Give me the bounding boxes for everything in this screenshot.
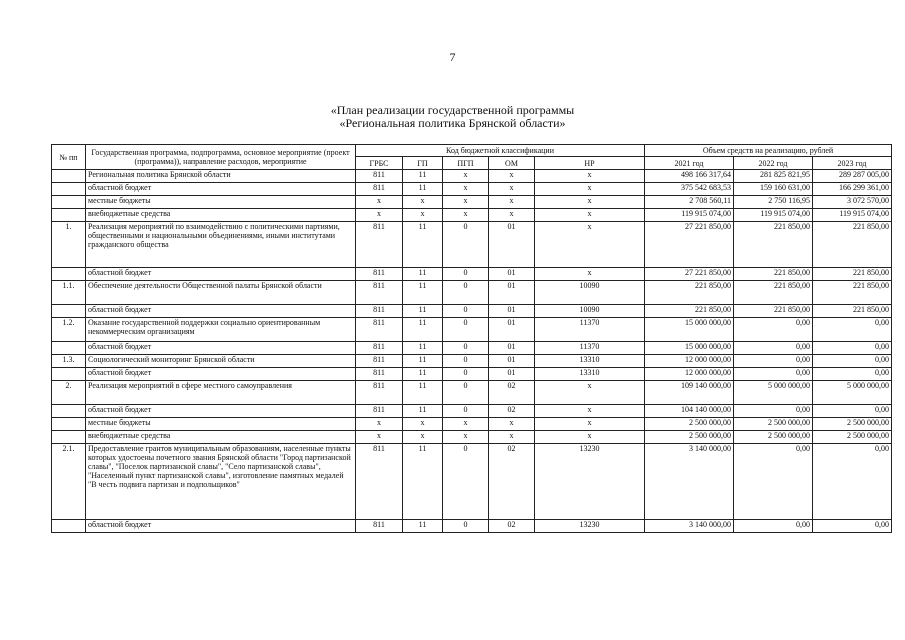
cell-grbs: 811 bbox=[356, 318, 403, 342]
cell-num bbox=[52, 342, 86, 355]
cell-pgp: 0 bbox=[443, 381, 489, 405]
cell-pgp: 0 bbox=[443, 222, 489, 268]
cell-num: 1. bbox=[52, 222, 86, 268]
cell-num bbox=[52, 209, 86, 222]
table-row bbox=[52, 368, 892, 381]
cell-grbs: 811 bbox=[356, 342, 403, 355]
cell-grbs: x bbox=[356, 209, 403, 222]
cell-grbs: 811 bbox=[356, 183, 403, 196]
cell-nr: 13230 bbox=[535, 520, 645, 533]
cell-grbs: x bbox=[356, 431, 403, 444]
cell-num: 2.1. bbox=[52, 444, 86, 520]
cell-2021: 221 850,00 bbox=[645, 305, 734, 318]
header-sum-group: Объем средств на реализацию, рублей bbox=[645, 145, 892, 157]
cell-nr: 10090 bbox=[535, 281, 645, 305]
cell-nr: x bbox=[535, 209, 645, 222]
header-code-group: Код бюджетной классификации bbox=[356, 145, 645, 157]
cell-2022: 0,00 bbox=[734, 444, 813, 520]
cell-2022: 0,00 bbox=[734, 405, 813, 418]
cell-grbs: 811 bbox=[356, 305, 403, 318]
cell-2021: 109 140 000,00 bbox=[645, 381, 734, 405]
cell-num: 1.1. bbox=[52, 281, 86, 305]
cell-om: x bbox=[489, 418, 535, 431]
cell-2021: 119 915 074,00 bbox=[645, 209, 734, 222]
cell-om: 02 bbox=[489, 444, 535, 520]
cell-num bbox=[52, 170, 86, 183]
cell-pgp: x bbox=[443, 183, 489, 196]
table-row bbox=[52, 418, 892, 431]
cell-grbs: 811 bbox=[356, 222, 403, 268]
cell-2023: 0,00 bbox=[813, 318, 892, 342]
cell-name: Реализация мероприятий по взаимодействию с политическими партиями, общественными и национальными объединениями, иными институтами гражданского общества bbox=[86, 222, 356, 268]
cell-pgp: x bbox=[443, 418, 489, 431]
cell-name: местные бюджеты bbox=[86, 196, 356, 209]
cell-name: Предоставление грантов муниципальным образованиям, населенные пункты которых удостоены почетного звания Брянской области "Город партизанской славы", "Поселок партизанской славы", "Село партизанской славы", "Населенный пункт партизанской славы", изготовление памятных медалей "В честь подвига партизан и подпольщиков" bbox=[86, 444, 356, 520]
cell-num bbox=[52, 368, 86, 381]
cell-grbs: 811 bbox=[356, 281, 403, 305]
cell-num: 2. bbox=[52, 381, 86, 405]
cell-pgp: 0 bbox=[443, 368, 489, 381]
cell-om: 02 bbox=[489, 520, 535, 533]
cell-nr: x bbox=[535, 418, 645, 431]
cell-2021: 498 166 317,64 bbox=[645, 170, 734, 183]
cell-om: x bbox=[489, 170, 535, 183]
cell-om: 01 bbox=[489, 268, 535, 281]
cell-gp: 11 bbox=[403, 281, 443, 305]
cell-nr: 13310 bbox=[535, 368, 645, 381]
cell-gp: x bbox=[403, 431, 443, 444]
cell-num bbox=[52, 268, 86, 281]
cell-gp: 11 bbox=[403, 520, 443, 533]
cell-2022: 221 850,00 bbox=[734, 222, 813, 268]
cell-2023: 0,00 bbox=[813, 405, 892, 418]
table-row bbox=[52, 183, 892, 196]
cell-gp: 11 bbox=[403, 444, 443, 520]
cell-gp: x bbox=[403, 418, 443, 431]
cell-2023: 2 500 000,00 bbox=[813, 418, 892, 431]
cell-gp: 11 bbox=[403, 355, 443, 368]
cell-name: областной бюджет bbox=[86, 405, 356, 418]
cell-nr: x bbox=[535, 268, 645, 281]
cell-nr: x bbox=[535, 196, 645, 209]
cell-num: 1.2. bbox=[52, 318, 86, 342]
cell-nr: 10090 bbox=[535, 305, 645, 318]
cell-2022: 0,00 bbox=[734, 342, 813, 355]
cell-2022: 221 850,00 bbox=[734, 281, 813, 305]
cell-2023: 221 850,00 bbox=[813, 222, 892, 268]
table-row bbox=[52, 405, 892, 418]
page-number: 7 bbox=[449, 50, 456, 64]
cell-pgp: 0 bbox=[443, 305, 489, 318]
cell-pgp: 0 bbox=[443, 444, 489, 520]
table-row bbox=[52, 222, 892, 268]
cell-om: 01 bbox=[489, 342, 535, 355]
cell-2022: 159 160 631,00 bbox=[734, 183, 813, 196]
table-row bbox=[52, 431, 892, 444]
cell-2023: 221 850,00 bbox=[813, 281, 892, 305]
cell-2022: 281 825 821,95 bbox=[734, 170, 813, 183]
plan-table-body bbox=[52, 170, 892, 533]
table-row bbox=[52, 268, 892, 281]
cell-2021: 3 140 000,00 bbox=[645, 520, 734, 533]
cell-2021: 3 140 000,00 bbox=[645, 444, 734, 520]
cell-om: x bbox=[489, 209, 535, 222]
cell-nr: x bbox=[535, 381, 645, 405]
cell-name: областной бюджет bbox=[86, 342, 356, 355]
cell-nr: 13230 bbox=[535, 444, 645, 520]
cell-om: 01 bbox=[489, 318, 535, 342]
cell-name: Социологический мониторинг Брянской области bbox=[86, 355, 356, 368]
cell-num bbox=[52, 196, 86, 209]
table-row bbox=[52, 520, 892, 533]
cell-pgp: 0 bbox=[443, 342, 489, 355]
cell-grbs: 811 bbox=[356, 268, 403, 281]
cell-grbs: x bbox=[356, 196, 403, 209]
cell-2021: 15 000 000,00 bbox=[645, 342, 734, 355]
cell-name: областной бюджет bbox=[86, 183, 356, 196]
cell-2021: 221 850,00 bbox=[645, 281, 734, 305]
cell-name: областной бюджет bbox=[86, 368, 356, 381]
table-row bbox=[52, 196, 892, 209]
cell-gp: 11 bbox=[403, 368, 443, 381]
cell-2021: 27 221 850,00 bbox=[645, 268, 734, 281]
header-grbs: ГРБС bbox=[356, 157, 403, 170]
cell-gp: x bbox=[403, 196, 443, 209]
cell-2022: 0,00 bbox=[734, 368, 813, 381]
cell-om: 01 bbox=[489, 222, 535, 268]
cell-nr: x bbox=[535, 183, 645, 196]
cell-2021: 2 500 000,00 bbox=[645, 418, 734, 431]
cell-grbs: x bbox=[356, 418, 403, 431]
table-row bbox=[52, 209, 892, 222]
cell-2023: 0,00 bbox=[813, 368, 892, 381]
cell-nr: x bbox=[535, 405, 645, 418]
cell-2022: 221 850,00 bbox=[734, 268, 813, 281]
cell-2023: 0,00 bbox=[813, 342, 892, 355]
cell-pgp: 0 bbox=[443, 520, 489, 533]
table-row bbox=[52, 355, 892, 368]
cell-om: 01 bbox=[489, 281, 535, 305]
cell-name: областной бюджет bbox=[86, 520, 356, 533]
cell-num bbox=[52, 183, 86, 196]
cell-2023: 289 287 005,00 bbox=[813, 170, 892, 183]
cell-2022: 2 500 000,00 bbox=[734, 431, 813, 444]
header-2022: 2022 год bbox=[734, 157, 813, 170]
cell-name: внебюджетные средства bbox=[86, 431, 356, 444]
cell-2021: 15 000 000,00 bbox=[645, 318, 734, 342]
cell-2022: 0,00 bbox=[734, 520, 813, 533]
cell-om: x bbox=[489, 431, 535, 444]
cell-2022: 0,00 bbox=[734, 318, 813, 342]
cell-2023: 0,00 bbox=[813, 444, 892, 520]
cell-om: 01 bbox=[489, 305, 535, 318]
cell-pgp: 0 bbox=[443, 318, 489, 342]
cell-nr: x bbox=[535, 170, 645, 183]
header-name: Государственная программа, подпрограмма, основное мероприятие (проект (программа)), направление расходов, мероприятие bbox=[86, 145, 356, 170]
cell-nr: 11370 bbox=[535, 342, 645, 355]
cell-om: x bbox=[489, 183, 535, 196]
cell-num bbox=[52, 305, 86, 318]
cell-2022: 0,00 bbox=[734, 355, 813, 368]
cell-name: Реализация мероприятий в сфере местного самоуправления bbox=[86, 381, 356, 405]
cell-2023: 3 072 570,00 bbox=[813, 196, 892, 209]
plan-table bbox=[51, 144, 892, 533]
header-gp: ГП bbox=[403, 157, 443, 170]
cell-2021: 12 000 000,00 bbox=[645, 368, 734, 381]
header-om: ОМ bbox=[489, 157, 535, 170]
header-2023: 2023 год bbox=[813, 157, 892, 170]
cell-num: 1.3. bbox=[52, 355, 86, 368]
header-num: № пп bbox=[52, 145, 86, 170]
cell-om: 02 bbox=[489, 405, 535, 418]
cell-pgp: x bbox=[443, 170, 489, 183]
title-line-1: «План реализации государственной программы bbox=[330, 103, 575, 117]
cell-2023: 5 000 000,00 bbox=[813, 381, 892, 405]
cell-name: областной бюджет bbox=[86, 305, 356, 318]
cell-grbs: 811 bbox=[356, 520, 403, 533]
cell-om: 01 bbox=[489, 368, 535, 381]
cell-pgp: 0 bbox=[443, 355, 489, 368]
cell-2021: 2 500 000,00 bbox=[645, 431, 734, 444]
cell-2023: 221 850,00 bbox=[813, 268, 892, 281]
cell-pgp: 0 bbox=[443, 405, 489, 418]
cell-pgp: x bbox=[443, 431, 489, 444]
cell-grbs: 811 bbox=[356, 381, 403, 405]
cell-nr: 13310 bbox=[535, 355, 645, 368]
cell-name: Оказание государственной поддержки социально ориентированным некоммерческим организациям bbox=[86, 318, 356, 342]
cell-gp: x bbox=[403, 209, 443, 222]
cell-2023: 166 299 361,00 bbox=[813, 183, 892, 196]
cell-nr: x bbox=[535, 431, 645, 444]
table-row bbox=[52, 342, 892, 355]
cell-num bbox=[52, 431, 86, 444]
cell-2023: 0,00 bbox=[813, 355, 892, 368]
cell-num bbox=[52, 520, 86, 533]
cell-grbs: 811 bbox=[356, 405, 403, 418]
cell-2022: 119 915 074,00 bbox=[734, 209, 813, 222]
cell-2022: 2 500 000,00 bbox=[734, 418, 813, 431]
cell-nr: x bbox=[535, 222, 645, 268]
cell-grbs: 811 bbox=[356, 444, 403, 520]
table-row bbox=[52, 281, 892, 305]
cell-pgp: x bbox=[443, 196, 489, 209]
cell-2021: 27 221 850,00 bbox=[645, 222, 734, 268]
document-title bbox=[0, 104, 905, 130]
cell-2023: 0,00 bbox=[813, 520, 892, 533]
cell-gp: 11 bbox=[403, 342, 443, 355]
cell-2021: 104 140 000,00 bbox=[645, 405, 734, 418]
cell-name: областной бюджет bbox=[86, 268, 356, 281]
cell-om: x bbox=[489, 196, 535, 209]
cell-2022: 5 000 000,00 bbox=[734, 381, 813, 405]
cell-grbs: 811 bbox=[356, 368, 403, 381]
cell-pgp: 0 bbox=[443, 281, 489, 305]
cell-2023: 2 500 000,00 bbox=[813, 431, 892, 444]
cell-name: Региональная политика Брянской области bbox=[86, 170, 356, 183]
cell-nr: 11370 bbox=[535, 318, 645, 342]
table-row bbox=[52, 305, 892, 318]
title-line-2: «Региональная политика Брянской области» bbox=[339, 116, 566, 130]
cell-2021: 2 708 560,11 bbox=[645, 196, 734, 209]
cell-2021: 375 542 683,53 bbox=[645, 183, 734, 196]
header-2021: 2021 год bbox=[645, 157, 734, 170]
cell-2023: 119 915 074,00 bbox=[813, 209, 892, 222]
cell-pgp: 0 bbox=[443, 268, 489, 281]
cell-name: внебюджетные средства bbox=[86, 209, 356, 222]
cell-name: Обеспечение деятельности Общественной палаты Брянской области bbox=[86, 281, 356, 305]
cell-2022: 2 750 116,95 bbox=[734, 196, 813, 209]
cell-om: 01 bbox=[489, 355, 535, 368]
header-nr: НР bbox=[535, 157, 645, 170]
cell-gp: 11 bbox=[403, 268, 443, 281]
cell-gp: 11 bbox=[403, 305, 443, 318]
cell-gp: 11 bbox=[403, 170, 443, 183]
table-row bbox=[52, 318, 892, 342]
cell-pgp: x bbox=[443, 209, 489, 222]
cell-grbs: 811 bbox=[356, 355, 403, 368]
cell-om: 02 bbox=[489, 381, 535, 405]
cell-gp: 11 bbox=[403, 405, 443, 418]
table-row bbox=[52, 381, 892, 405]
cell-2021: 12 000 000,00 bbox=[645, 355, 734, 368]
table-row bbox=[52, 170, 892, 183]
table-row bbox=[52, 444, 892, 520]
cell-2022: 221 850,00 bbox=[734, 305, 813, 318]
cell-num bbox=[52, 418, 86, 431]
cell-gp: 11 bbox=[403, 318, 443, 342]
cell-gp: 11 bbox=[403, 381, 443, 405]
header-pgp: ПГП bbox=[443, 157, 489, 170]
cell-name: местные бюджеты bbox=[86, 418, 356, 431]
cell-num bbox=[52, 405, 86, 418]
cell-grbs: 811 bbox=[356, 170, 403, 183]
cell-gp: 11 bbox=[403, 222, 443, 268]
cell-gp: 11 bbox=[403, 183, 443, 196]
cell-2023: 221 850,00 bbox=[813, 305, 892, 318]
